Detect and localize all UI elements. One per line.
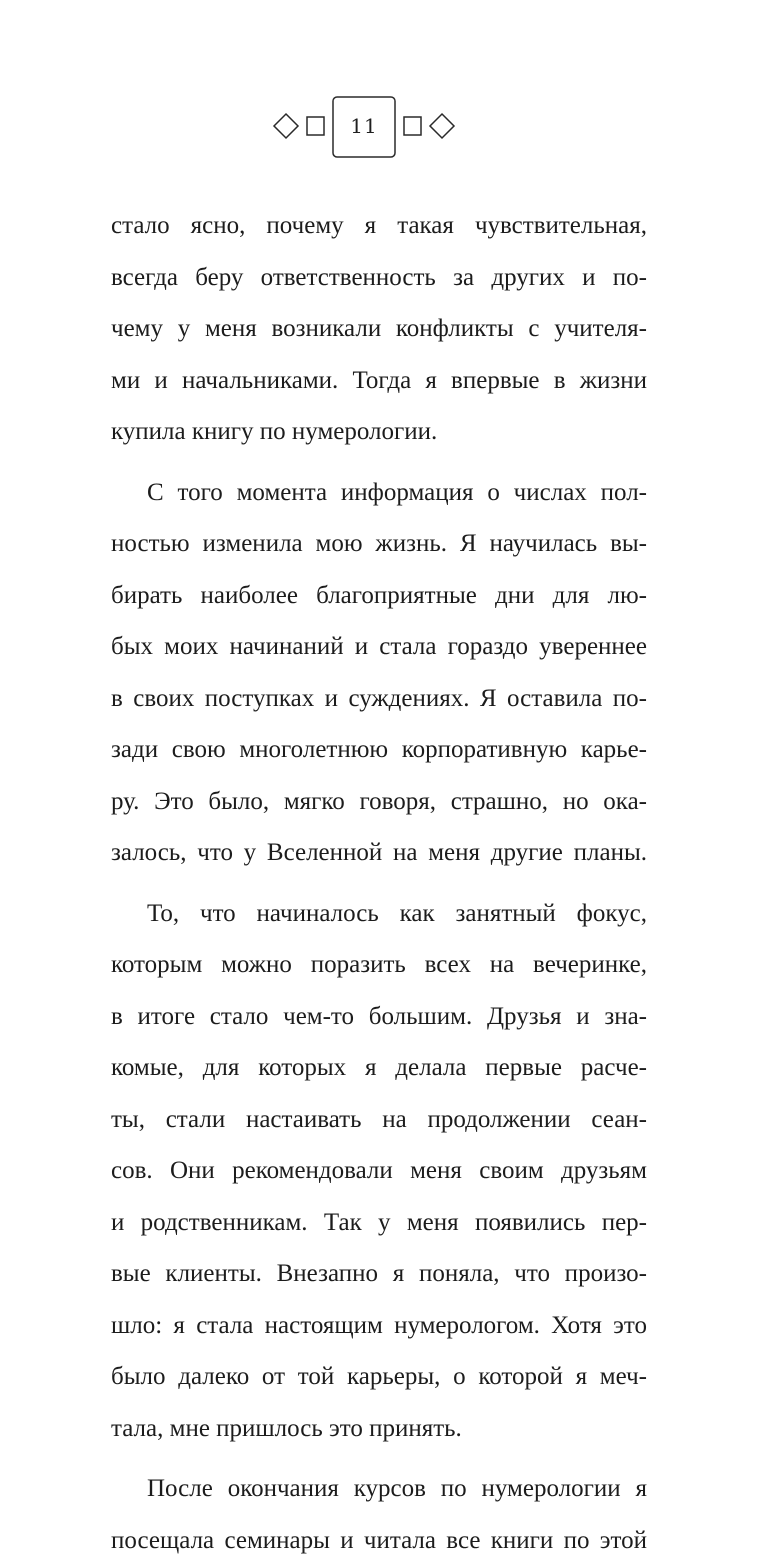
text-line: стало ясно, почему я такая чувствительная, — [111, 200, 647, 252]
text-line: чему у меня возникали конфликты с учителя- — [111, 303, 647, 355]
text-line: вые клиенты. Внезапно я поняла, что произо- — [111, 1248, 647, 1300]
text-line: которым можно поразить всех на вечеринке, — [111, 939, 647, 991]
text-line: залось, что у Вселенной на меня другие планы. — [111, 827, 647, 879]
text-line: в итоге стало чем-то большим. Друзья и зна- — [111, 991, 647, 1043]
page-header — [0, 94, 758, 164]
paragraph — [111, 200, 647, 458]
text-line: С того момента информация о числах пол- — [111, 467, 647, 519]
text-line: всегда беру ответственность за других и по- — [111, 252, 647, 304]
text-line: комые, для которых я делала первые расче- — [111, 1042, 647, 1094]
text-line: в своих поступках и суждениях. Я оставила по- — [111, 673, 647, 725]
text-line: ностью изменила мою жизнь. Я научилась вы- — [111, 518, 647, 570]
text-line: посещала семинары и читала все книги по этой — [111, 1515, 647, 1566]
text-line: После окончания курсов по нумерологии я — [111, 1463, 647, 1515]
paragraph — [111, 1463, 647, 1566]
left-square-icon — [307, 117, 324, 135]
paragraph — [111, 467, 647, 879]
right-diamond-icon — [430, 114, 454, 138]
text-line: шло: я стала настоящим нумерологом. Хотя это — [111, 1300, 647, 1352]
text-line: бых моих начинаний и стала гораздо увереннее — [111, 621, 647, 673]
left-diamond-icon — [274, 114, 298, 138]
text-line: сов. Они рекомендовали меня своим друзьям — [111, 1145, 647, 1197]
text-line: было далеко от той карьеры, о которой я меч- — [111, 1351, 647, 1403]
text-line: тала, мне пришлось это принять. — [111, 1403, 647, 1455]
text-line: ми и начальниками. Тогда я впервые в жизни — [111, 355, 647, 407]
page-number: 11 — [333, 114, 395, 138]
text-line: ру. Это было, мягко говоря, страшно, но ока- — [111, 776, 647, 828]
text-line: ты, стали настаивать на продолжении сеан- — [111, 1094, 647, 1146]
text-line: бирать наиболее благоприятные дни для лю- — [111, 570, 647, 622]
text-line: купила книгу по нумерологии. — [111, 406, 647, 458]
right-square-icon — [404, 117, 421, 135]
text-line: То, что начиналось как занятный фокус, — [111, 888, 647, 940]
body-text — [111, 200, 647, 1566]
text-line: и родственникам. Так у меня появились пер- — [111, 1197, 647, 1249]
paragraph — [111, 888, 647, 1455]
text-line: зади свою многолетнюю корпоративную карье- — [111, 724, 647, 776]
